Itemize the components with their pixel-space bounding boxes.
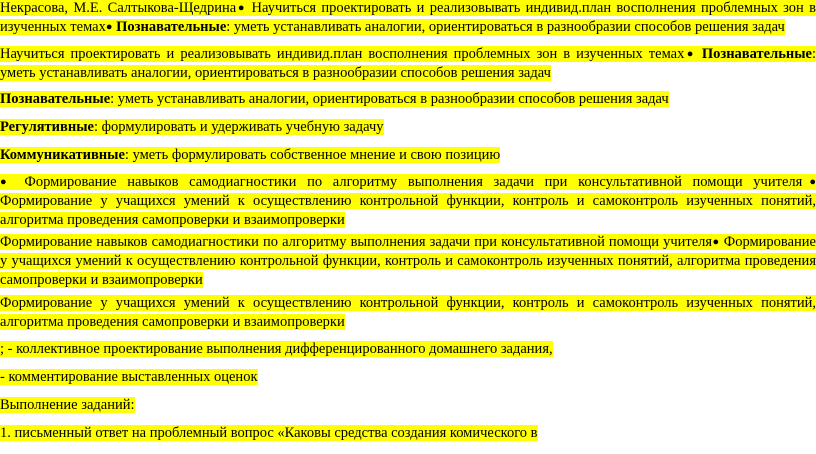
paragraph-4 <box>0 118 816 137</box>
text-run: : уметь формулировать собственное мнение и свою позицию <box>124 147 501 163</box>
text-run: ; - коллективное проектирование выполнения дифференцированного домашнего задания, <box>0 341 553 357</box>
bullet-icon: ● <box>105 21 113 33</box>
paragraph-8 <box>0 294 816 332</box>
bullet-icon: ● <box>0 176 14 188</box>
text-run: Научиться проектировать и реализовывать индивид.план восполнения проблемных зон в изученных темах <box>0 46 685 62</box>
paragraph-5 <box>0 146 816 165</box>
paragraph-2 <box>0 45 816 83</box>
paragraph-12 <box>0 424 816 443</box>
bold-term: Познавательные <box>116 19 227 35</box>
text-run: Некрасова, М.Е. Салтыкова-Щедрина <box>0 0 237 16</box>
paragraph-3 <box>0 90 816 109</box>
text-run: 1. письменный ответ на проблемный вопрос «Каковы средства создания комического в <box>0 425 538 441</box>
text-run: Формирование у учащихся умений к осуществлению контрольной функции, контроль и самоконтроль изученных понятий, алгоритма проведения самопроверки и взаимопроверки <box>0 193 816 228</box>
bold-term: Коммуникативные <box>0 147 125 163</box>
bold-term: Регулятивные <box>0 119 94 135</box>
text-run: : формулировать и удерживать учебную задачу <box>93 119 384 135</box>
paragraph-1 <box>0 0 816 37</box>
bullet-icon: ● <box>712 236 720 248</box>
text-run: - комментирование выставленных оценок <box>0 369 258 385</box>
paragraph-9 <box>0 340 816 359</box>
text-run: Формирование у учащихся умений к осуществлению контрольной функции, контроль и самоконтроль изученных понятий, алгоритма проведения самопроверки и взаимопроверки <box>0 295 816 330</box>
text-run: Формирование навыков самодиагностики по алгоритму выполнения задачи при консультативной помощи учителя <box>0 234 713 250</box>
bold-term: Познавательные <box>701 46 812 62</box>
text-run: Формирование навыков самодиагностики по алгоритму выполнения задачи при консультативной помощи учителя <box>13 174 803 190</box>
paragraph-7 <box>0 233 816 290</box>
paragraph-6 <box>0 173 816 230</box>
bullet-icon: ● <box>684 48 696 60</box>
text-run: Научиться проектировать и реализовывать индивид.план восполнения проблемных зон в изученных темах <box>0 0 816 35</box>
bullet-icon: ● <box>236 2 247 14</box>
bullet-icon: ● <box>802 176 816 188</box>
bold-term: Познавательные <box>0 91 111 107</box>
paragraph-10 <box>0 368 816 387</box>
text-run: : уметь устанавливать аналогии, ориентироваться в разнообразии способов решения задач <box>226 19 785 35</box>
paragraph-11 <box>0 396 816 415</box>
text-run: : уметь устанавливать аналогии, ориентироваться в разнообразии способов решения задач <box>0 46 816 81</box>
text-run: Выполнение заданий: <box>0 397 135 413</box>
text-run: : уметь устанавливать аналогии, ориентироваться в разнообразии способов решения задач <box>110 91 669 107</box>
text-run: Формирование у учащихся умений к осуществлению контрольной функции, контроль и самоконтроль изученных понятий, алгоритма проведения самопроверки и взаимопроверки <box>0 234 816 288</box>
